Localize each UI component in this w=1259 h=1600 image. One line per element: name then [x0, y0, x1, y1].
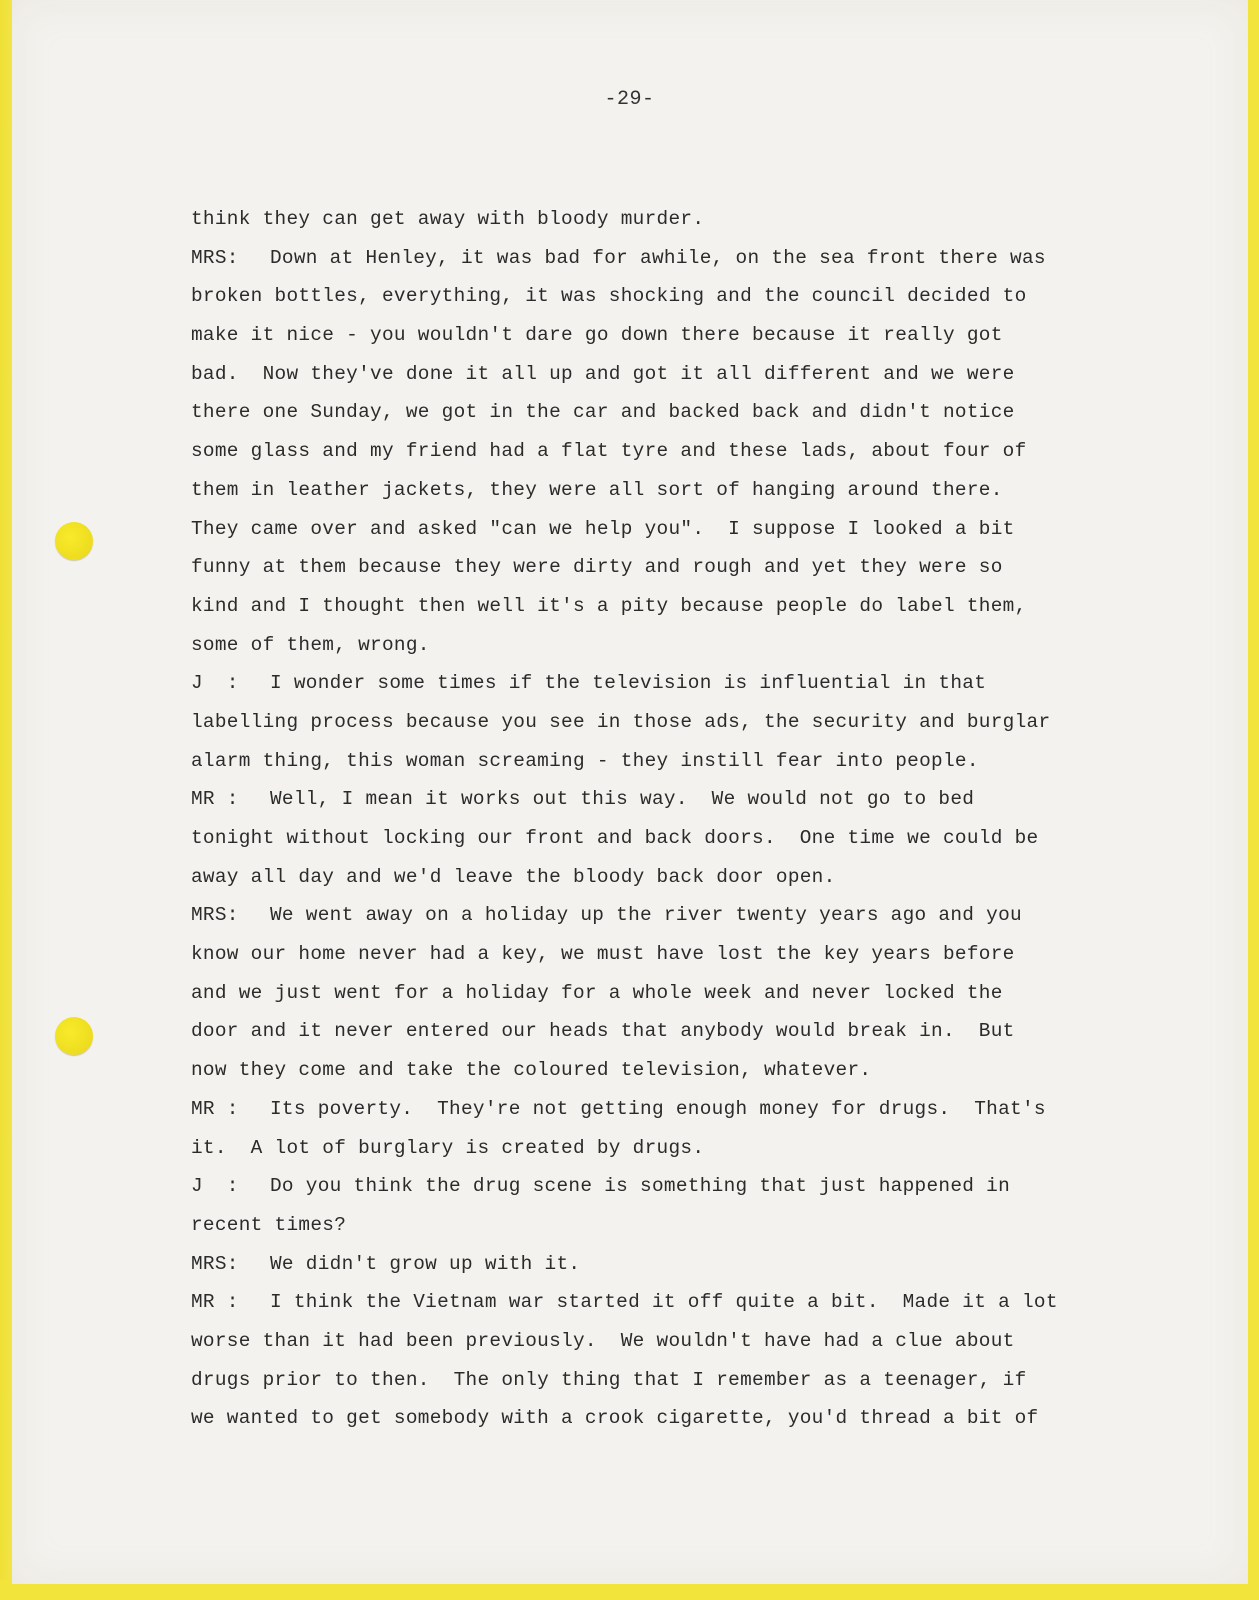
- line-text: I wonder some times if the television is influential in that: [270, 672, 987, 695]
- line-text: Well, I mean it works out this way. We would not go to bed: [270, 788, 975, 811]
- line-text: some of them, wrong.: [191, 633, 430, 656]
- line-text: tonight without locking our front and back doors. One time we could be: [191, 827, 1039, 849]
- transcript-body: [191, 200, 1151, 1438]
- line-text: We went away on a holiday up the river twenty years ago and you: [270, 904, 1022, 927]
- transcript-line: [191, 510, 1151, 549]
- transcript-line: [191, 1322, 1151, 1361]
- speaker-label: MR :: [191, 788, 239, 811]
- line-text: recent times?: [191, 1213, 347, 1236]
- transcript-line: [191, 858, 1151, 897]
- line-text: think they can get away with bloody murder.: [191, 208, 705, 230]
- line-text: it. A lot of burglary is created by drugs.: [191, 1136, 705, 1159]
- line-text: drugs prior to then. The only thing that I remember as a teenager, if: [191, 1368, 1027, 1391]
- line-text: we wanted to get somebody with a crook cigarette, you'd thread a bit of: [191, 1407, 1039, 1430]
- speaker-label: MR :: [191, 1291, 239, 1314]
- line-text: some glass and my friend had a flat tyre and these lads, about four of: [191, 440, 1027, 463]
- page-number: -29-: [604, 88, 655, 111]
- line-text: funny at them because they were dirty and rough and yet they were so: [191, 556, 1003, 579]
- transcript-line: [191, 1245, 1151, 1284]
- line-text: know our home never had a key, we must have lost the key years before: [191, 943, 1015, 966]
- transcript-line: [191, 1129, 1151, 1168]
- transcript-line: [191, 432, 1151, 471]
- transcript-line: [191, 819, 1151, 858]
- speaker-label: MRS:: [191, 1252, 239, 1275]
- punch-hole: [55, 1017, 93, 1055]
- transcript-line: [191, 471, 1151, 510]
- line-text: labelling process because you see in those ads, the security and burglar: [191, 710, 1051, 733]
- transcript-line: [191, 1283, 1151, 1322]
- transcript-line: [191, 1012, 1151, 1051]
- line-text: They came over and asked "can we help you". I suppose I looked a bit: [191, 517, 1015, 540]
- line-text: make it nice - you wouldn't dare go down there because it really got: [191, 324, 1003, 347]
- speaker-label: MRS:: [191, 246, 239, 269]
- transcript-line: [191, 587, 1151, 626]
- transcript-line: [191, 703, 1151, 742]
- line-text: away all day and we'd leave the bloody back door open.: [191, 865, 836, 888]
- transcript-line: [191, 780, 1151, 819]
- line-text: them in leather jackets, they were all sort of hanging around there.: [191, 478, 1003, 501]
- transcript-line: [191, 200, 1151, 239]
- line-text: alarm thing, this woman screaming - they instill fear into people.: [191, 749, 979, 772]
- line-text: there one Sunday, we got in the car and backed back and didn't notice: [191, 401, 1015, 424]
- line-text: Down at Henley, it was bad for awhile, on the sea front there was: [270, 246, 1046, 269]
- line-text: We didn't grow up with it.: [270, 1252, 581, 1275]
- speaker-label: MR :: [191, 1097, 239, 1120]
- transcript-line: [191, 1051, 1151, 1090]
- speaker-label: J :: [191, 1175, 239, 1198]
- transcript-line: [191, 1167, 1151, 1206]
- transcript-line: [191, 896, 1151, 935]
- transcript-line: [191, 1361, 1151, 1400]
- speaker-label: MRS:: [191, 904, 239, 927]
- transcript-line: [191, 355, 1151, 394]
- line-text: Its poverty. They're not getting enough money for drugs. That's: [270, 1097, 1046, 1120]
- transcript-line: [191, 316, 1151, 355]
- line-text: and we just went for a holiday for a whole week and never locked the: [191, 981, 1003, 1004]
- line-text: broken bottles, everything, it was shocking and the council decided to: [191, 285, 1027, 308]
- transcript-line: [191, 1090, 1151, 1129]
- transcript-line: [191, 239, 1151, 278]
- transcript-line: [191, 626, 1151, 665]
- transcript-line: [191, 1206, 1151, 1245]
- line-text: bad. Now they've done it all up and got it all different and we were: [191, 362, 1015, 385]
- line-text: worse than it had been previously. We wouldn't have had a clue about: [191, 1329, 1015, 1352]
- line-text: kind and I thought then well it's a pity because people do label them,: [191, 594, 1027, 617]
- transcript-line: [191, 277, 1151, 316]
- speaker-label: J :: [191, 672, 239, 695]
- punch-hole: [55, 522, 93, 560]
- line-text: I think the Vietnam war started it off quite a bit. Made it a lot: [270, 1291, 1058, 1314]
- transcript-line: [191, 548, 1151, 587]
- line-text: door and it never entered our heads that anybody would break in. But: [191, 1020, 1015, 1043]
- transcript-line: [191, 1399, 1151, 1438]
- line-text: now they come and take the coloured television, whatever.: [191, 1059, 872, 1082]
- line-text: Do you think the drug scene is something that just happened in: [270, 1175, 1011, 1198]
- transcript-line: [191, 974, 1151, 1013]
- transcript-line: [191, 935, 1151, 974]
- transcript-line: [191, 393, 1151, 432]
- transcript-line: [191, 664, 1151, 703]
- transcript-line: [191, 742, 1151, 781]
